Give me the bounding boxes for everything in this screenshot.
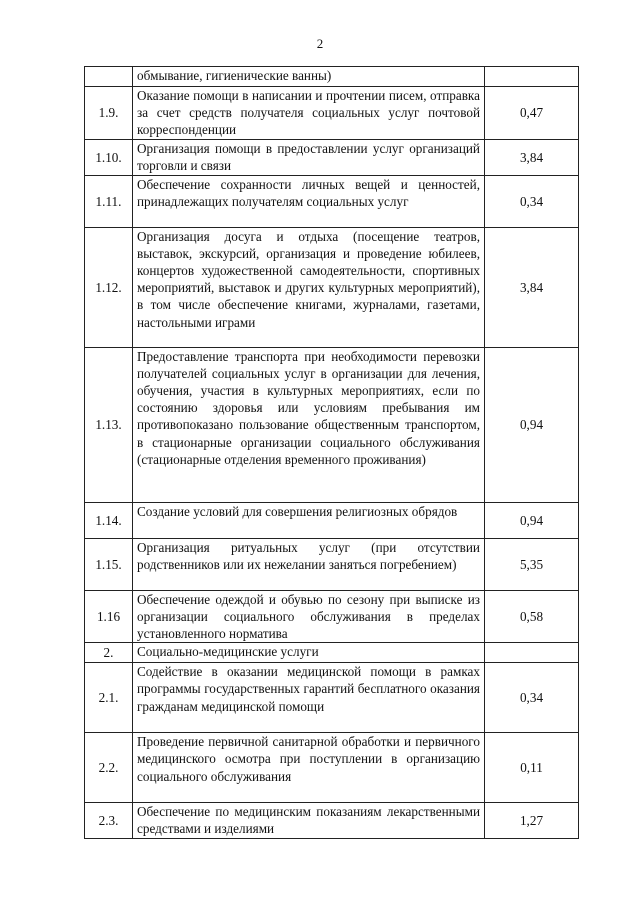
service-name: Предоставление транспорта при необходимости перевозки получателей социальных услуг в организации для лечения, обучения, участия в культурных мероприятиях, если по состоянию здоровья или условиям пребывания им противопоказано пользование общественным транспортом, в стационарные организации социального обслуживания (стационарные отделения временного проживания) (133, 347, 485, 502)
table-row (85, 502, 579, 538)
table-row (85, 733, 579, 803)
service-name: обмывание, гигиенические ванны) (133, 67, 485, 87)
service-name: Проведение первичной санитарной обработки и первичного медицинского осмотра при поступлении в организацию социального обслуживания (133, 733, 485, 803)
row-number: 1.9. (85, 87, 133, 140)
table-row (85, 67, 579, 87)
section-title: Социально-медицинские услуги (133, 643, 485, 663)
table-row (85, 87, 579, 140)
service-value: 0,94 (485, 502, 579, 538)
service-value: 1,27 (485, 803, 579, 839)
service-value: 5,35 (485, 538, 579, 590)
row-number: 1.13. (85, 347, 133, 502)
service-name: Организация ритуальных услуг (при отсутствии родственников или их нежелании заняться погребением) (133, 538, 485, 590)
table-row (85, 663, 579, 733)
table-row (85, 175, 579, 227)
service-name: Оказание помощи в написании и прочтении писем, отправка за счет средств получателя социальных услуг почтовой корреспонденции (133, 87, 485, 140)
service-value: 3,84 (485, 227, 579, 347)
services-tariff-table (84, 66, 579, 839)
row-number: 1.10. (85, 139, 133, 175)
service-value (485, 67, 579, 87)
row-number: 2.2. (85, 733, 133, 803)
service-name: Обеспечение одеждой и обувью по сезону при выписке из организации социального обслуживания в пределах установленного норматива (133, 590, 485, 643)
row-number: 2.1. (85, 663, 133, 733)
service-value (485, 643, 579, 663)
table-row (85, 139, 579, 175)
table-row (85, 538, 579, 590)
service-value: 0,47 (485, 87, 579, 140)
table-row (85, 803, 579, 839)
row-number: 2.3. (85, 803, 133, 839)
section-number: 2. (85, 643, 133, 663)
service-value: 0,11 (485, 733, 579, 803)
service-name: Организация досуга и отдыха (посещение театров, выставок, экскурсий, организация и проведение юбилеев, концертов художественной самодеятельности, спортивных мероприятий, выставок и других культурных мероприятий), в том числе обеспечение книгами, журналами, газетами, настольными играми (133, 227, 485, 347)
service-value: 0,34 (485, 663, 579, 733)
service-name: Организация помощи в предоставлении услуг организаций торговли и связи (133, 139, 485, 175)
service-name: Создание условий для совершения религиозных обрядов (133, 502, 485, 538)
row-number: 1.16 (85, 590, 133, 643)
row-number: 1.11. (85, 175, 133, 227)
row-number (85, 67, 133, 87)
service-value: 0,94 (485, 347, 579, 502)
row-number: 1.14. (85, 502, 133, 538)
service-value: 0,34 (485, 175, 579, 227)
page-number: 2 (316, 36, 324, 51)
service-value: 0,58 (485, 590, 579, 643)
service-name: Содействие в оказании медицинской помощи в рамках программы государственных гарантий бесплатного оказания гражданам медицинской помощи (133, 663, 485, 733)
service-value: 3,84 (485, 139, 579, 175)
table-row (85, 227, 579, 347)
service-name: Обеспечение сохранности личных вещей и ценностей, принадлежащих получателям социальных услуг (133, 175, 485, 227)
table-row (85, 590, 579, 643)
row-number: 1.12. (85, 227, 133, 347)
row-number: 1.15. (85, 538, 133, 590)
table-row (85, 347, 579, 502)
service-name: Обеспечение по медицинским показаниям лекарственными средствами и изделиями (133, 803, 485, 839)
section-row (85, 643, 579, 663)
